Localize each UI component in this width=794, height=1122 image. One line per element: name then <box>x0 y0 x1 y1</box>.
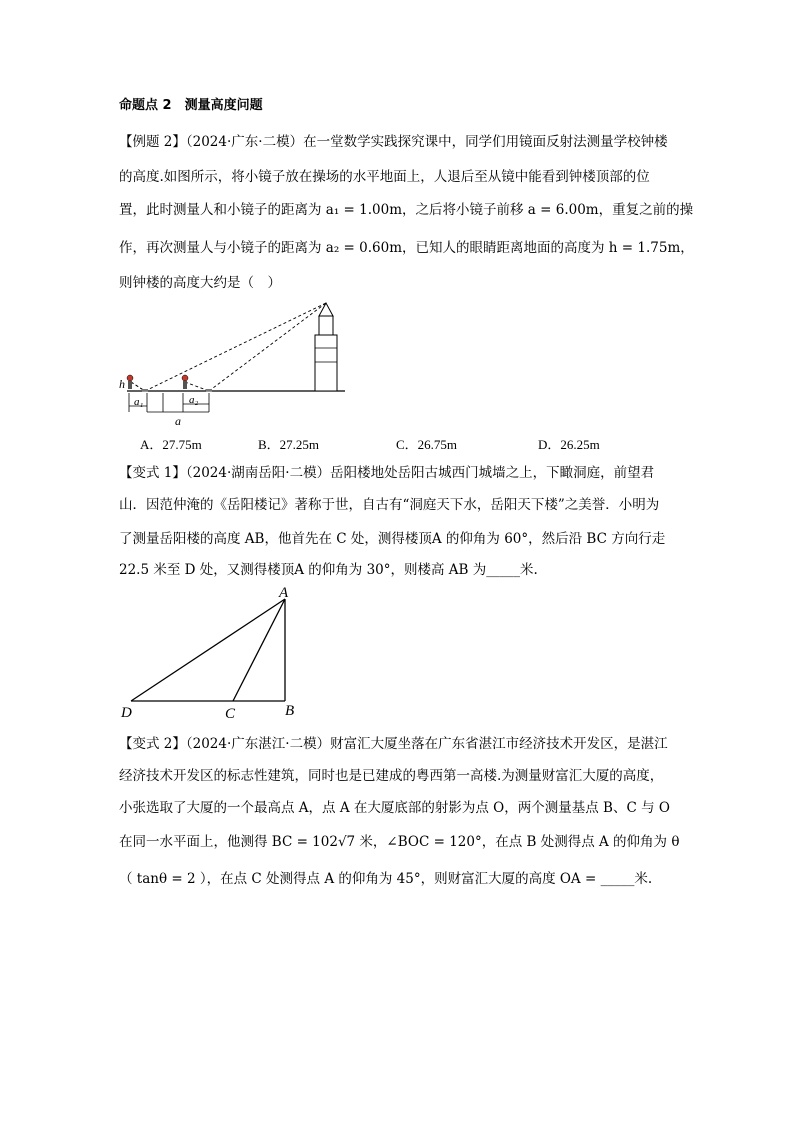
label-a1: a₁ <box>134 396 144 408</box>
label-C: C <box>225 706 236 721</box>
variant-2-line-5: （ tanθ = 2 ），在点 C 处测得点 A 的仰角为 45°，则财富汇大厦的高度 OA = _____米. <box>119 871 653 887</box>
line-CA <box>233 599 285 701</box>
section-title: 命题点 2 测量高度问题 <box>119 98 263 113</box>
mirror-2 <box>206 389 212 392</box>
example-2-line-5: 则钟楼的高度大约是（ ） <box>119 275 281 291</box>
variant-2-line-2: 经济技术开发区的标志性建筑，同时也是已建成的粤西第一高楼.为测量财富汇大厦的高度， <box>119 768 664 784</box>
clock-tower-figure <box>115 298 355 430</box>
sight-lines <box>131 303 326 391</box>
choice-a[interactable]: A．27.75m <box>140 437 202 452</box>
line-DA <box>131 599 285 701</box>
label-a2: a₂ <box>189 394 199 406</box>
variant-2-line-3: 小张选取了大厦的一个最高点 A，点 A 在大厦底部的射影为点 O，两个测量基点 B、C 与 O <box>119 800 670 816</box>
person-1-icon <box>127 375 133 389</box>
variant-2-line-4: 在同一水平面上，他测得 BC = 102√7 米，∠BOC = 120°，在点 B 处测得点 A 的仰角为 θ <box>119 834 680 850</box>
variant-1-line-4: 22.5 米至 D 处，又测得楼顶A 的仰角为 30°，则楼高 AB 为_____米. <box>119 562 538 578</box>
variant-1-line-3: 了测量岳阳楼的高度 AB，他首先在 C 处，测得楼顶A 的仰角为 60°，然后沿 BC 方向行走 <box>119 531 666 547</box>
choice-b[interactable]: B．27.25m <box>258 437 320 452</box>
person-2-icon <box>182 375 188 389</box>
label-h: h <box>119 377 125 391</box>
label-D: D <box>121 705 132 721</box>
mirror-1 <box>142 389 148 392</box>
example-2-line-2: 的高度.如图所示，将小镜子放在操场的水平地面上，人退后至从镜中能看到钟楼顶部的位 <box>119 169 650 185</box>
example-2-line-3: 置，此时测量人和小镜子的距离为 a₁ = 1.00m，之后将小镜子前移 a = 6.00m，重复之前的操 <box>119 202 694 218</box>
variant-1-line-1: 【变式 1】（2024·湖南岳阳·二模）岳阳楼地处岳阳古城西门城墙之上，下瞰洞庭，前望君 <box>119 465 655 481</box>
example-2-line-4: 作，再次测量人与小镜子的距离为 a₂ = 0.60m，已知人的眼睛距离地面的高度为 h = 1.75m， <box>119 240 694 256</box>
variant-1-line-2: 山．因范仲淹的《岳阳楼记》著称于世，自古有“洞庭天下水，岳阳天下楼”之美誉．小明为 <box>119 497 660 513</box>
yueyang-tower-figure <box>115 585 305 721</box>
choice-c[interactable]: C．26.75m <box>396 437 458 452</box>
label-a: a <box>175 414 181 428</box>
label-A: A <box>279 585 289 601</box>
clock-tower <box>315 303 337 391</box>
choice-d[interactable]: D．26.25m <box>538 437 600 452</box>
label-B: B <box>285 703 295 719</box>
variant-2-line-1: 【变式 2】（2024·广东湛江·二模）财富汇大厦坐落在广东省湛江市经济技术开发区，是湛江 <box>119 736 668 752</box>
example-2-line-1: 【例题 2】（2024·广东·二模）在一堂数学实践探究课中，同学们用镜面反射法测量学校钟楼 <box>119 134 668 150</box>
